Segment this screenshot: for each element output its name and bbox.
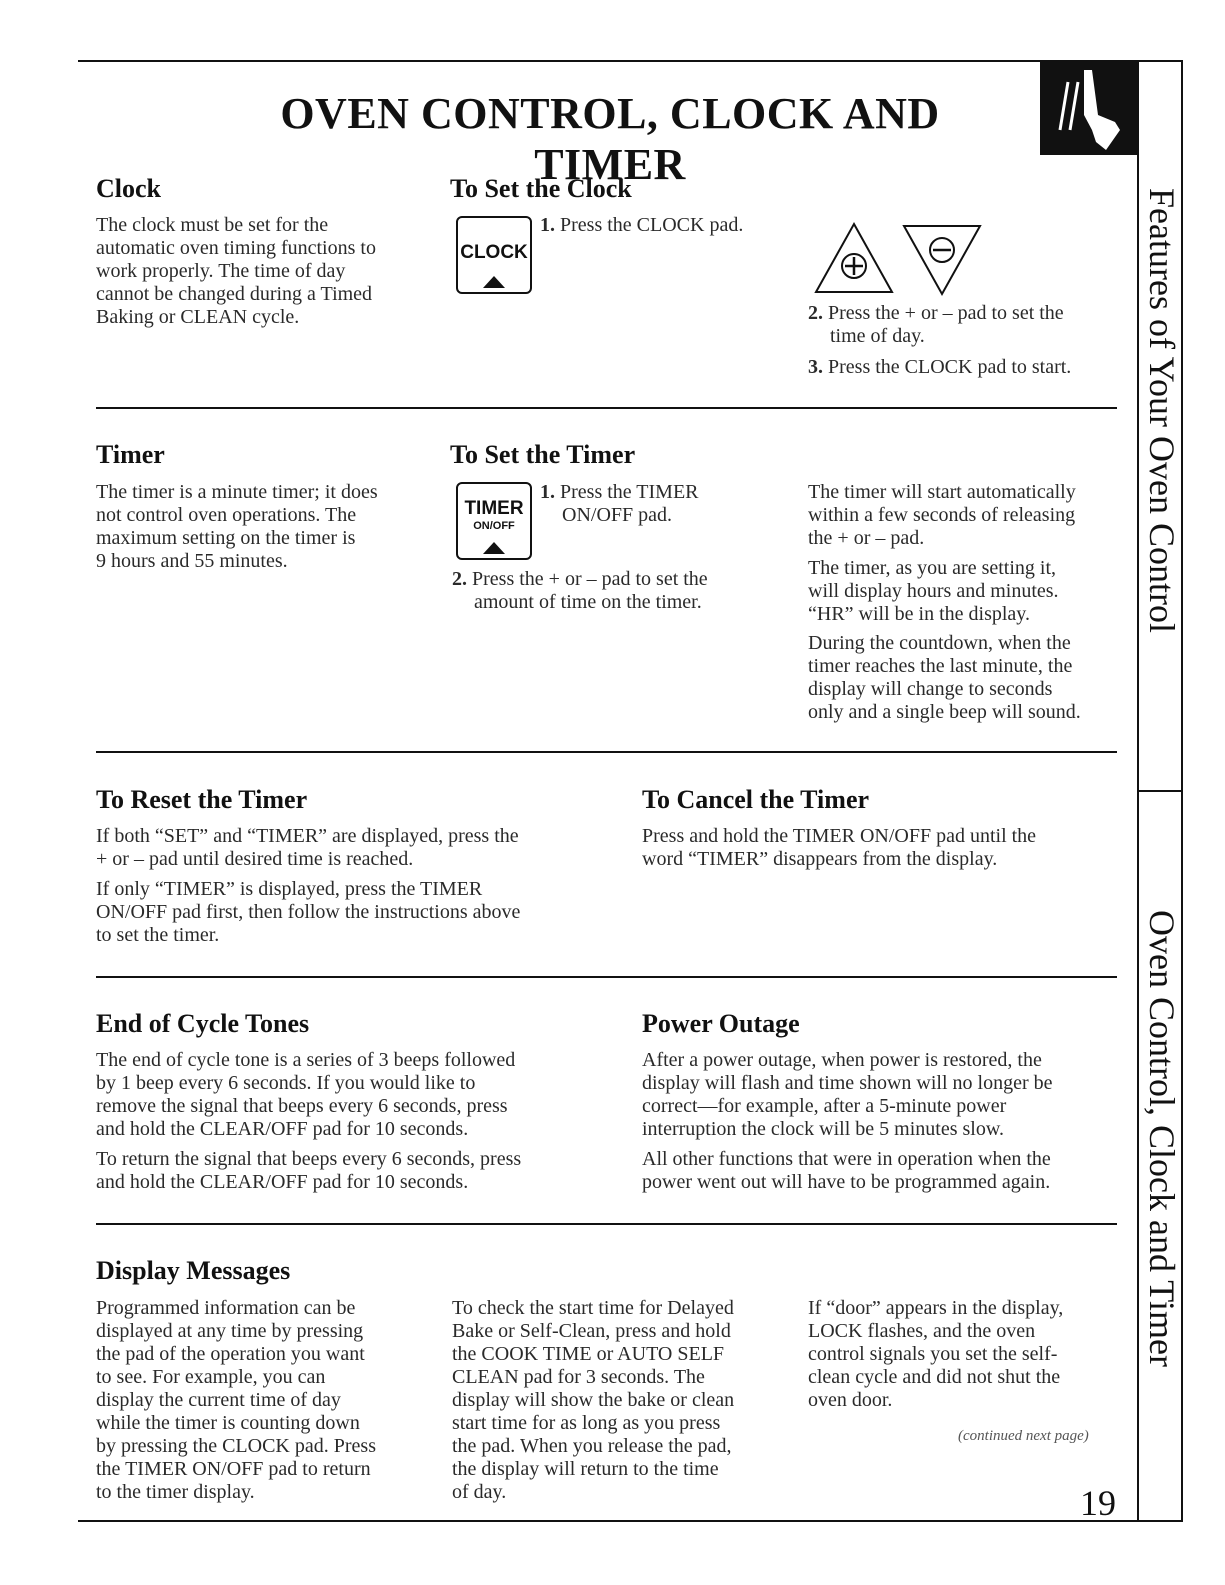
side-tab-oven-control[interactable]: Oven Control, Clock and Timer (1142, 910, 1182, 1367)
timer-note-auto-start: The timer will start automatically within a few seconds of releasing the + or – pad. (808, 481, 1076, 549)
display-messages-heading: Display Messages (96, 1256, 291, 1285)
set-clock-step-3: 3. Press the CLOCK pad to start. (808, 356, 1072, 378)
reset-timer-para-1: If both “SET” and “TIMER” are displayed, press the + or – pad until desired time is reached. (96, 825, 519, 870)
section-divider (96, 1223, 1117, 1225)
side-tab-divider (1137, 790, 1183, 792)
section-divider (96, 407, 1117, 409)
timer-heading: Timer (96, 440, 165, 469)
power-outage-para-1: After a power outage, when power is restored, the display will flash and time shown will no longer be correct—for example, after a 5-minute power interruption the clock will be 5 minutes slow. (642, 1049, 1053, 1140)
minus-triangle-icon (900, 222, 984, 303)
set-clock-step-2: 2. Press the + or – pad to set the time of day. (808, 302, 1064, 347)
clock-description: The clock must be set for the automatic oven timing functions to work properly. The time of day cannot be changed during a Timed Baking or CLEAN cycle. (96, 214, 376, 328)
reset-timer-para-2: If only “TIMER” is displayed, press the TIMER ON/OFF pad first, then follow the instructions above to set the timer. (96, 878, 521, 946)
section-divider (96, 976, 1117, 978)
timer-note-display: The timer, as you are setting it, will display hours and minutes. “HR” will be in the display. (808, 557, 1059, 625)
timer-note-countdown: During the countdown, when the timer reaches the last minute, the display will change to seconds only and a single beep will sound. (808, 632, 1081, 723)
cancel-timer-heading: To Cancel the Timer (642, 785, 870, 814)
timer-pad-icon: TIMER ON/OFF (456, 482, 532, 560)
set-clock-step-1: 1. Press the CLOCK pad. (540, 214, 744, 236)
continued-note: (continued next page) (958, 1428, 1089, 1444)
set-timer-heading: To Set the Timer (450, 440, 636, 469)
power-outage-para-2: All other functions that were in operation when the power went out will have to be programmed again. (642, 1148, 1051, 1193)
set-clock-heading: To Set the Clock (450, 174, 632, 203)
section-divider (96, 751, 1117, 753)
clock-heading: Clock (96, 174, 161, 203)
set-timer-step-1: 1. Press the TIMER ON/OFF pad. (540, 481, 699, 526)
page-number: 19 (1080, 1483, 1116, 1523)
bottom-rule (78, 1520, 1183, 1522)
power-outage-heading: Power Outage (642, 1009, 800, 1038)
end-tones-para-2: To return the signal that beeps every 6 seconds, press and hold the CLEAR/OFF pad for 10 seconds. (96, 1148, 522, 1193)
end-tones-heading: End of Cycle Tones (96, 1009, 310, 1038)
timer-description: The timer is a minute timer; it does not control oven operations. The maximum setting on the timer is 9 hours and 55 minutes. (96, 481, 378, 572)
cancel-timer-text: Press and hold the TIMER ON/OFF pad until the word “TIMER” disappears from the display. (642, 825, 1037, 870)
clock-pad-icon: CLOCK (456, 216, 532, 294)
side-tab-features[interactable]: Features of Your Oven Control (1142, 188, 1182, 633)
end-tones-para-1: The end of cycle tone is a series of 3 beeps followed by 1 beep every 6 seconds. If you would like to remove the signal that beeps every 6 seconds, press and hold the CLEAR/OFF pad for 10 seconds. (96, 1049, 516, 1140)
set-timer-step-2: 2. Press the + or – pad to set the amount of time on the timer. (452, 568, 708, 613)
plus-triangle-icon (812, 220, 896, 301)
reset-timer-heading: To Reset the Timer (96, 785, 308, 814)
hand-pointing-icon (1040, 60, 1137, 155)
display-messages-col-1: Programmed information can be displayed at any time by pressing the pad of the operation you want to see. For example, you can display the current time of day while the timer is counting down by pressing the CLOCK pad. Press the TIMER ON/OFF pad to return to the timer display. (96, 1297, 376, 1503)
top-rule (78, 60, 1183, 62)
display-messages-col-3: If “door” appears in the display, LOCK flashes, and the oven control signals you set the self- clean cycle and did not shut the oven door. (808, 1297, 1064, 1411)
display-messages-col-2: To check the start time for Delayed Bake or Self-Clean, press and hold the COOK TIME or AUTO SELF CLEAN pad for 3 seconds. The display will show the bake or clean start time for as long as you press the pad. When you release the pad, the display will return to the time of day. (452, 1297, 735, 1503)
page-title: OVEN CONTROL, CLOCK AND TIMER (280, 89, 940, 189)
